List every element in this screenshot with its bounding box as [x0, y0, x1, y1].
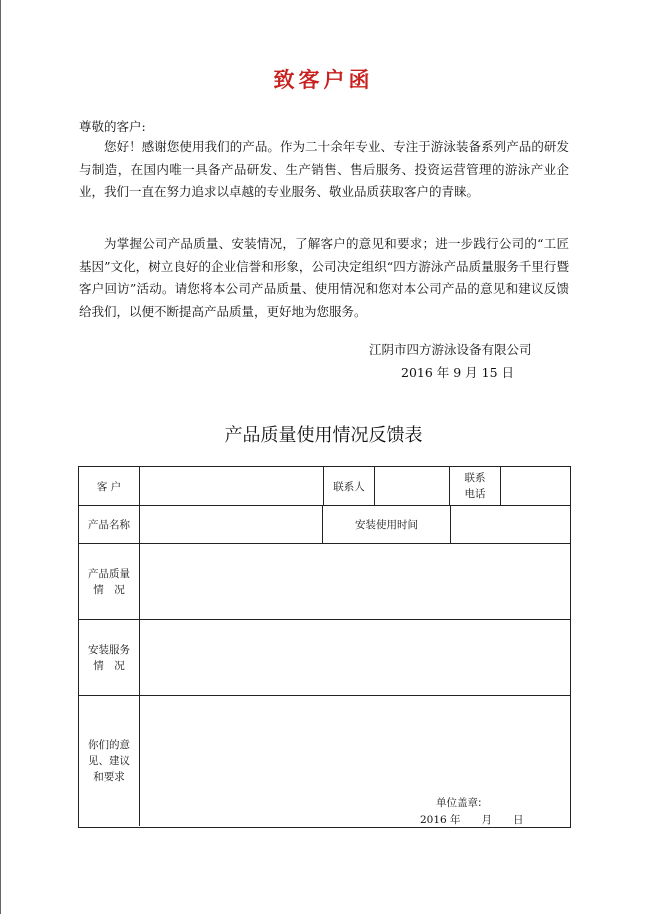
page-left-border	[0, 0, 1, 914]
table-row-install-service	[79, 620, 570, 696]
customer-label: 客 户	[79, 467, 140, 505]
product-name-field[interactable]	[140, 506, 323, 543]
contact-label: 联系人	[324, 467, 375, 505]
stamp-label: 单位盖章:	[436, 797, 482, 809]
table-row-opinion	[79, 696, 570, 826]
signature-date: 2016 年 9 月 15 日	[401, 365, 515, 380]
table-row-customer	[79, 467, 570, 506]
install-time-label: 安装使用时间	[323, 506, 451, 543]
phone-field[interactable]	[501, 467, 570, 505]
form-title: 产品质量使用情况反馈表	[224, 425, 423, 446]
signature-company: 江阴市四方游泳设备有限公司	[369, 342, 532, 357]
install-service-label: 安装服务 情 况	[79, 620, 140, 695]
product-name-label: 产品名称	[79, 506, 140, 543]
quality-label: 产品质量 情 况	[79, 544, 140, 619]
opinion-label: 你们的意 见、建议 和要求	[79, 696, 140, 826]
table-row-quality	[79, 544, 570, 620]
customer-field[interactable]	[140, 467, 324, 505]
letter-greeting: 尊敬的客户:	[79, 119, 146, 134]
feedback-table	[78, 466, 571, 828]
table-row-product	[79, 506, 570, 544]
contact-field[interactable]	[375, 467, 450, 505]
phone-label: 联系 电话	[450, 467, 501, 505]
quality-field[interactable]	[140, 544, 570, 619]
opinion-field[interactable]	[140, 696, 570, 826]
letter-paragraph-1: 您好！感谢您使用我们的产品。作为二十余年专业、专注于游泳装备系列产品的研发与制造，在国内唯一具备产品研发、生产销售、售后服务、投资运营管理的游泳产业企业，我们一直在努力追求以卓越的专业服务、敬业品质获取客户的青睐。	[79, 139, 569, 199]
install-time-field[interactable]	[451, 506, 570, 543]
stamp-date: 2016 年 月 日	[420, 814, 524, 826]
letter-paragraph-2: 为掌握公司产品质量、安装情况，了解客户的意见和要求；进一步践行公司的“工匠基因”文化，树立良好的企业信誉和形象，公司决定组织“四方游泳产品质量服务千里行暨客户回访”活动。请您将本公司产品质量、使用情况和您对本公司产品的意见和建议反馈给我们，以便不断提高产品质量，更好地为您服务。	[79, 236, 569, 319]
install-service-field[interactable]	[140, 620, 570, 695]
letter-title: 致客户函	[273, 67, 374, 92]
